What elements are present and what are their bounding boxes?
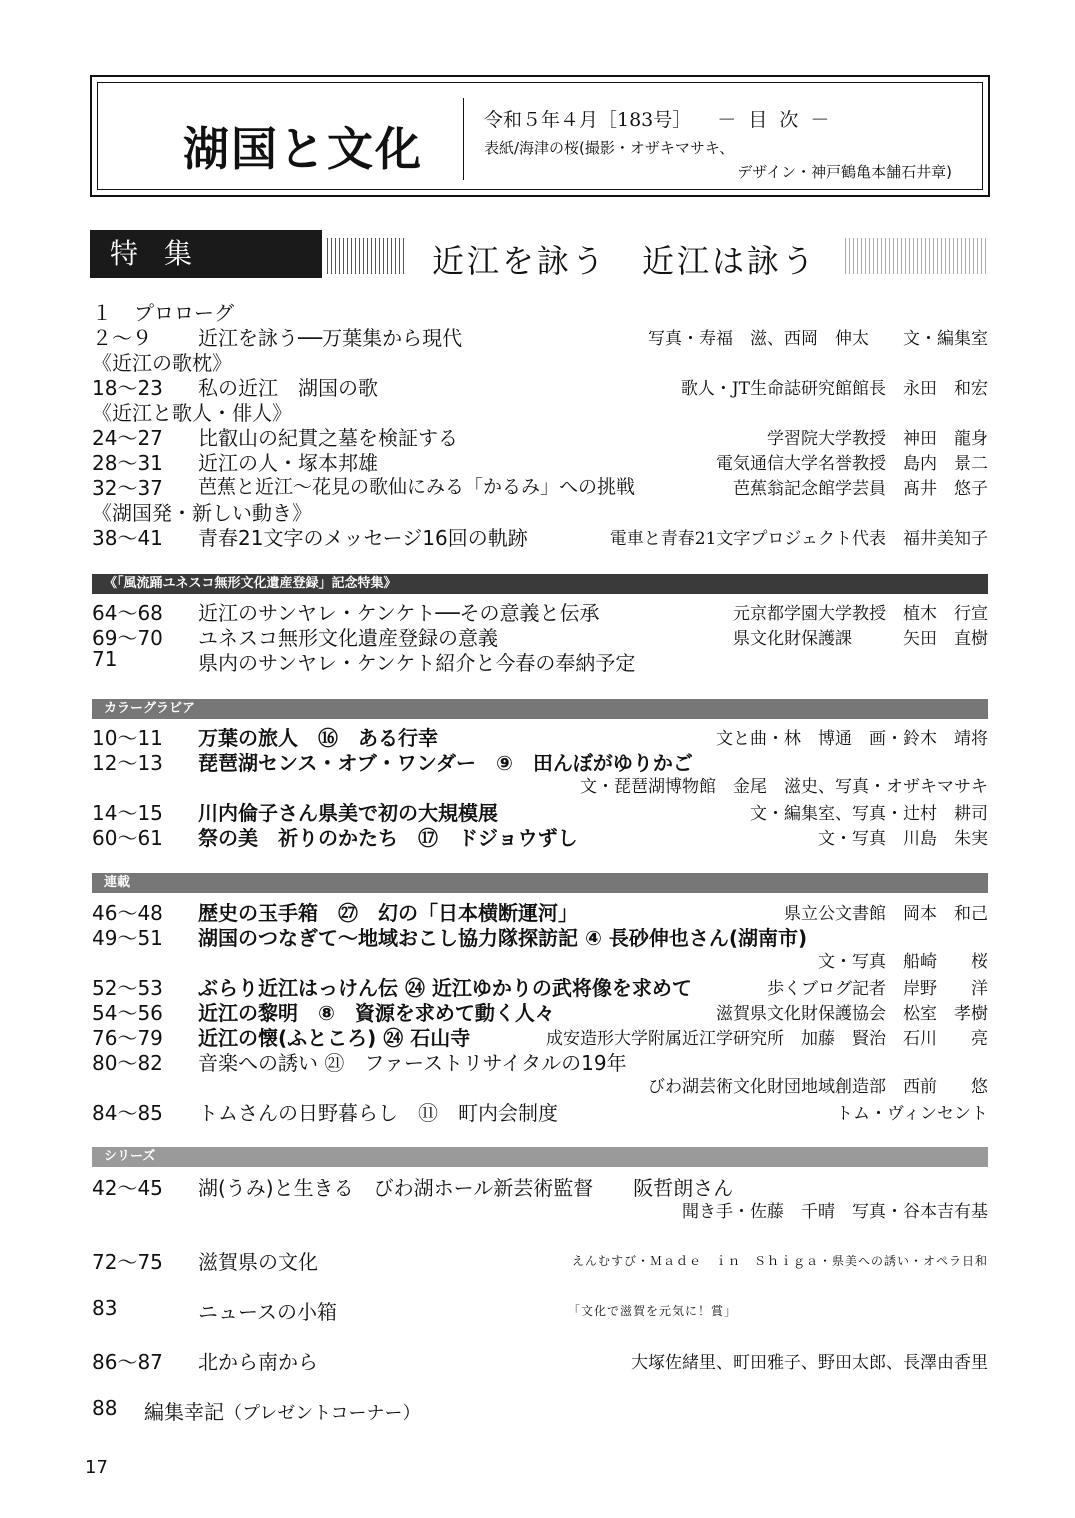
toc-entry[interactable] bbox=[92, 1022, 988, 1048]
entry-title: 青春21文字のメッセージ16回の軌跡 bbox=[198, 526, 528, 550]
toc-entry[interactable] bbox=[92, 972, 988, 998]
entry-title: ぶらり近江はっけん伝 ㉔ 近江ゆかりの武将像を求めて bbox=[198, 976, 692, 1000]
entry-credit: 県文化財保護課 矢田 直樹 bbox=[733, 629, 988, 649]
entry-pages: 71 bbox=[92, 647, 118, 671]
entry-pages: 24～27 bbox=[92, 426, 163, 450]
entry-pages: 49～51 bbox=[92, 926, 163, 950]
entry-pages: １ bbox=[92, 301, 112, 325]
entry-credit: 滋賀県文化財保護協会 松室 孝樹 bbox=[716, 1004, 988, 1024]
toc-entry[interactable] bbox=[92, 1346, 988, 1372]
entry-pages: 76～79 bbox=[92, 1026, 163, 1050]
toc-entry[interactable] bbox=[92, 322, 988, 348]
header-box bbox=[90, 75, 990, 197]
toc-entry[interactable] bbox=[92, 1047, 988, 1073]
entry-credit: 成安造形大学附属近江学研究所 加藤 賢治 石川 亮 bbox=[546, 1029, 988, 1049]
toc-entry[interactable] bbox=[92, 422, 988, 448]
header-inner-frame bbox=[97, 82, 983, 190]
entry-title: 琵琶湖センス・オブ・ワンダー ⑨ 田んぼがゆりかご bbox=[198, 751, 693, 775]
section-bar-furyu: 《「風流踊ユネスコ無形文化遺産登録」記念特集》 bbox=[92, 574, 988, 594]
toc-entry[interactable] bbox=[92, 522, 988, 548]
entry-pages: 64～68 bbox=[92, 601, 163, 625]
toc-entry[interactable] bbox=[92, 372, 988, 398]
entry-title: ユネスコ無形文化遺産登録の意義 bbox=[198, 626, 498, 650]
toc-entry[interactable] bbox=[92, 1097, 988, 1123]
entry-title: 近江の懐(ふところ) ㉔ 石山寺 bbox=[198, 1026, 471, 1050]
entry-title: 万葉の旅人 ⑯ ある行幸 bbox=[198, 726, 438, 750]
cover-credit-line-1: 表紙/海津の桜(撮影・オザキマサキ、 bbox=[484, 139, 735, 157]
entry-pages: 72～75 bbox=[92, 1250, 163, 1274]
toc-entry[interactable] bbox=[92, 897, 988, 923]
toc-entry[interactable] bbox=[92, 447, 988, 473]
entry-credit-continuation bbox=[92, 772, 988, 798]
issue-line bbox=[484, 105, 832, 132]
entry-pages: 60～61 bbox=[92, 826, 163, 850]
entry-pages: 83 bbox=[92, 1296, 118, 1320]
entry-pages: 12～13 bbox=[92, 751, 163, 775]
issue-number: 令和５年４月［183号］ bbox=[484, 109, 692, 131]
entry-title: 近江の黎明 ⑧ 資源を求めて動く人々 bbox=[198, 1001, 555, 1025]
entry-title: 湖(うみ)と生きる びわ湖ホール新芸術監督 阪哲朗さん bbox=[198, 1176, 734, 1200]
entry-title: 滋賀県の文化 bbox=[198, 1250, 318, 1274]
toc-entry[interactable] bbox=[92, 722, 988, 748]
subsection-heading bbox=[92, 347, 988, 373]
entry-credit: 元京都学園大学教授 植木 行宣 bbox=[733, 604, 988, 624]
entry-credit-continuation bbox=[92, 1072, 988, 1098]
entry-credit: 聞き手・佐藤 千晴 写真・谷本吉有基 bbox=[682, 1202, 988, 1222]
page-number: 17 bbox=[85, 1457, 108, 1478]
entry-credit: 歩くブログ記者 岸野 洋 bbox=[767, 979, 988, 999]
subsection-heading bbox=[92, 497, 988, 523]
subsection-label: 《近江の歌枕》 bbox=[92, 351, 232, 375]
entry-pages: 28～31 bbox=[92, 451, 163, 475]
entry-pages: 14～15 bbox=[92, 801, 163, 825]
entry-title: 県内のサンヤレ・ケンケト紹介と今春の奉納予定 bbox=[198, 651, 636, 675]
entry-pages: 38～41 bbox=[92, 526, 163, 550]
toc-entry[interactable] bbox=[92, 622, 988, 648]
entry-pages: 32～37 bbox=[92, 476, 163, 500]
entry-credit: 「文化で滋賀を元気に！賞」 bbox=[568, 1304, 738, 1318]
entry-credit-continuation bbox=[92, 1197, 988, 1223]
toc-entry[interactable] bbox=[92, 747, 988, 773]
entry-credit: 大塚佐緒里、町田雅子、野田太郎、長澤由香里 bbox=[631, 1353, 988, 1373]
entry-title: 川内倫子さん県美で初の大規模展 bbox=[198, 801, 498, 825]
entry-credit: 文・写真 川島 朱実 bbox=[818, 829, 988, 849]
entry-credit: 写真・寿福 滋、西岡 伸太 文・編集室 bbox=[648, 329, 988, 349]
entry-title: 近江を詠う──万葉集から現代 bbox=[198, 326, 463, 350]
entry-credit: 学習院大学教授 神田 龍身 bbox=[767, 429, 988, 449]
section-bar-color-gravure: カラーグラビア bbox=[92, 699, 988, 719]
magazine-title: 湖国と文化 bbox=[183, 122, 423, 176]
entry-credit: 文と曲・林 博通 画・鈴木 靖将 bbox=[716, 729, 988, 749]
entry-title: 近江のサンヤレ・ケンケト──その意義と伝承 bbox=[198, 601, 600, 625]
toc-entry[interactable] bbox=[92, 1246, 988, 1272]
entry-credit: 歌人・JT生命誌研究館館長 永田 和宏 bbox=[680, 379, 988, 399]
entry-pages: 69～70 bbox=[92, 626, 163, 650]
entry-credit: 電気通信大学名誉教授 島内 景二 bbox=[716, 454, 988, 474]
entry-credit: 文・編集室、写真・辻村 耕司 bbox=[750, 804, 988, 824]
toc-entry[interactable] bbox=[92, 597, 988, 623]
entry-title: 比叡山の紀貫之墓を検証する bbox=[198, 426, 458, 450]
entry-title: ニュースの小箱 bbox=[198, 1300, 337, 1324]
feature-title: 近江を詠う 近江は詠う bbox=[432, 242, 818, 280]
feature-label: 特集 bbox=[90, 230, 322, 278]
entry-pages: 86～87 bbox=[92, 1350, 163, 1374]
entry-credit-continuation bbox=[92, 947, 988, 973]
toc-entry[interactable] bbox=[92, 1172, 988, 1198]
subsection-label: 《湖国発・新しい動き》 bbox=[92, 501, 312, 525]
entry-credit: 文・琵琶湖博物館 金尾 滋史、写真・オザキマサキ bbox=[580, 777, 988, 797]
toc-entry[interactable] bbox=[92, 647, 988, 673]
entry-credit: 県立公文書館 岡本 和己 bbox=[784, 904, 988, 924]
entry-credit: 電車と青春21文字プロジェクト代表 福井美知子 bbox=[609, 529, 988, 549]
toc-entry[interactable] bbox=[92, 297, 988, 323]
header-divider bbox=[463, 98, 464, 180]
entry-pages: ２～９ bbox=[92, 326, 152, 350]
entry-title: 祭の美 祈りのかたち ⑰ ドジョウずし bbox=[198, 826, 578, 850]
entry-note: （プレゼントコーナー） bbox=[224, 1403, 421, 1424]
toc-entry[interactable] bbox=[92, 922, 988, 948]
entry-pages: 54～56 bbox=[92, 1001, 163, 1025]
entry-pages: 88 bbox=[92, 1396, 118, 1420]
entry-title: 編集幸記 bbox=[144, 1400, 224, 1424]
entry-pages: 18～23 bbox=[92, 376, 163, 400]
entry-pages: 52～53 bbox=[92, 976, 163, 1000]
entry-credit: 芭蕉翁記念館学芸員 髙井 悠子 bbox=[733, 479, 988, 499]
subsection-label: 《近江と歌人・俳人》 bbox=[92, 401, 292, 425]
toc-entry[interactable] bbox=[92, 1296, 988, 1322]
entry-pages: 10～11 bbox=[92, 726, 163, 750]
entry-title: 歴史の玉手箱 ㉗ 幻の「日本横断運河」 bbox=[198, 901, 578, 925]
cover-credit-line-2: デザイン・神戸鶴亀本舗石井章) bbox=[737, 163, 952, 181]
entry-pages: 84～85 bbox=[92, 1101, 163, 1125]
entry-title: 近江の人・塚本邦雄 bbox=[198, 451, 378, 475]
toc-entry[interactable] bbox=[92, 472, 988, 498]
entry-credit: びわ湖芸術文化財団地域創造部 西前 悠 bbox=[648, 1077, 988, 1097]
section-bar-series: シリーズ bbox=[92, 1147, 988, 1167]
entry-pages: 42～45 bbox=[92, 1176, 163, 1200]
entry-title: プロローグ bbox=[134, 301, 234, 325]
entry-title: 芭蕉と近江～花見の歌仙にみる「かるみ」への挑戦 bbox=[198, 476, 636, 498]
toc-entry[interactable] bbox=[92, 797, 988, 823]
entry-pages: 80～82 bbox=[92, 1051, 163, 1075]
entry-title: 湖国のつなぎて～地域おこし協力隊探訪記 ④ 長砂伸也さん(湖南市) bbox=[198, 926, 808, 950]
decorative-stripes-left bbox=[327, 238, 405, 274]
entry-title: 北から南から bbox=[198, 1350, 318, 1374]
entry-credit: トム・ヴィンセント bbox=[836, 1104, 988, 1124]
entry-title: 音楽への誘い ㉑ ファーストリサイタルの19年 bbox=[198, 1051, 627, 1075]
toc-entry[interactable] bbox=[92, 822, 988, 848]
decorative-stripes-right bbox=[845, 238, 987, 274]
toc-entry[interactable] bbox=[92, 1396, 988, 1422]
toc-label: － 目 次 － bbox=[717, 109, 833, 131]
entry-pages: 46～48 bbox=[92, 901, 163, 925]
entry-title: 私の近江 湖国の歌 bbox=[198, 376, 378, 400]
subsection-heading bbox=[92, 397, 988, 423]
entry-credit: えんむすび・Ｍａｄｅ ｉｎ Ｓｈｉｇａ・県美への誘い・オペラ日和 bbox=[571, 1254, 988, 1268]
section-bar-serial: 連載 bbox=[92, 873, 988, 893]
entry-credit: 文・写真 船崎 桜 bbox=[818, 952, 988, 972]
toc-entry[interactable] bbox=[92, 997, 988, 1023]
entry-title: トムさんの日野暮らし ⑪ 町内会制度 bbox=[198, 1101, 558, 1125]
entry-title-wrap bbox=[144, 1396, 421, 1425]
